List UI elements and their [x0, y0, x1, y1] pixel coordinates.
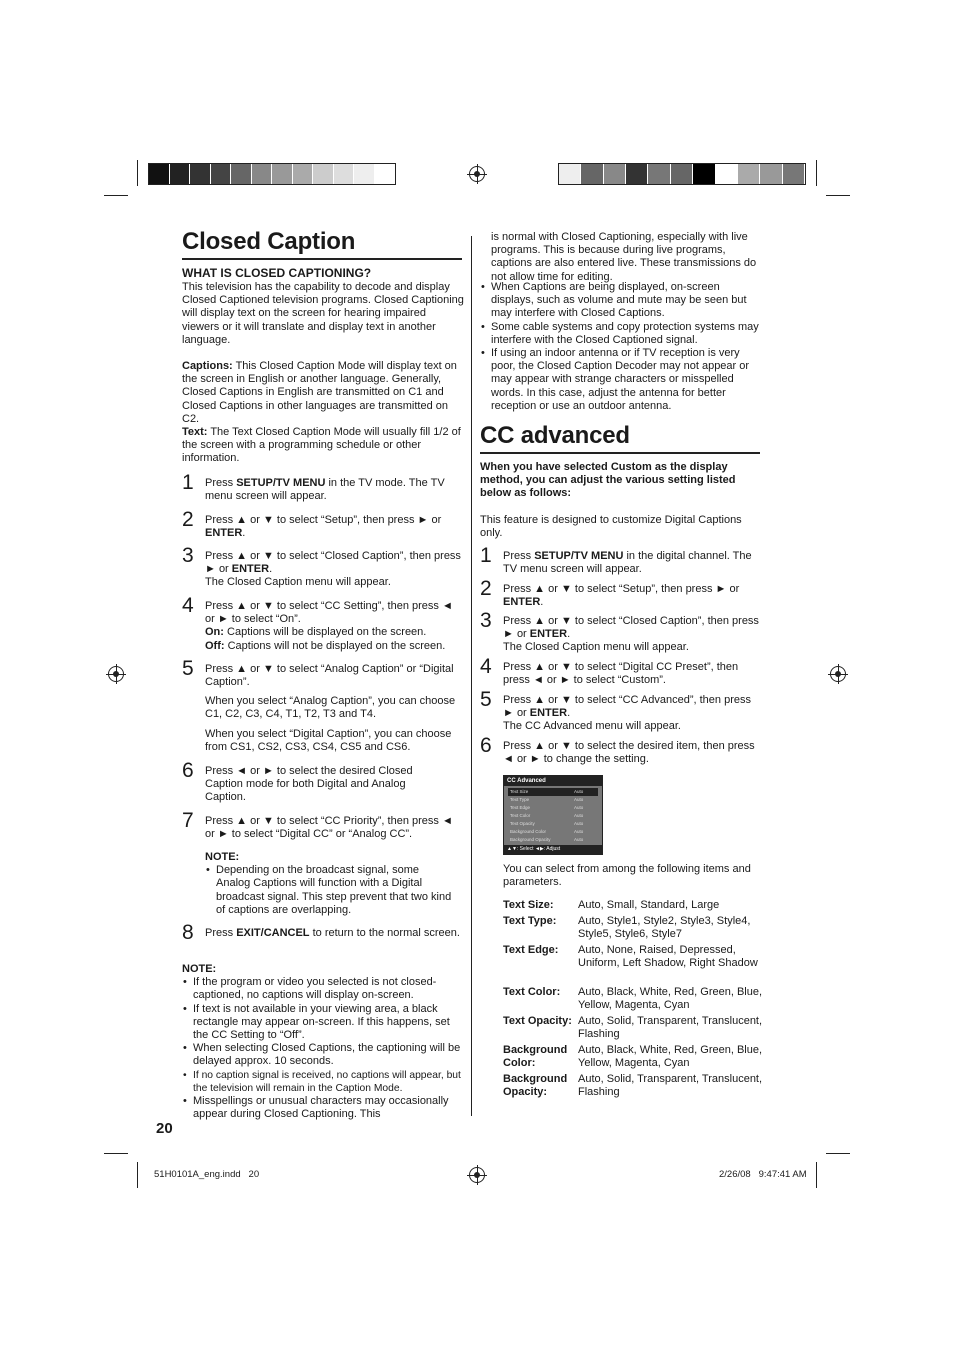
step-text: Press ▲ or ▼ to select “Analog Caption” or “Digital Caption”. [205, 663, 454, 689]
registration-mark-icon [469, 166, 485, 182]
captions-paragraph [182, 360, 464, 466]
menu-row: Text Type Auto [510, 797, 584, 802]
step-number: 4 [480, 655, 492, 678]
crop-mark [816, 1162, 817, 1188]
color-bar-left [148, 163, 396, 185]
menu-footer: ▲▼: Select ◄▶: Adjust [504, 845, 602, 854]
step-text: Press SETUP/TV MENU in the digital channel. The TV menu screen will appear. [503, 550, 752, 576]
color-swatch [716, 164, 738, 184]
color-swatch [252, 164, 273, 184]
color-swatch [760, 164, 782, 184]
crop-mark [104, 1153, 128, 1154]
bullet-item: • Some cable systems and copy protection systems may interfere with the Closed Captioned signal. [480, 321, 762, 347]
step-number: 5 [480, 688, 492, 711]
note-label: NOTE: [182, 963, 217, 975]
registration-mark-icon [469, 1167, 485, 1183]
footer-timestamp: 2/26/08 9:47:41 AM [719, 1169, 807, 1180]
section-heading: WHAT IS CLOSED CAPTIONING? [182, 266, 372, 280]
step-number: 4 [182, 594, 194, 617]
color-swatch [313, 164, 334, 184]
step-text: Press ▲ or ▼ to select “Closed Caption”, then press ► or ENTER. The Closed Caption menu will appear. [205, 550, 461, 589]
text-mode-text: The Text Closed Caption Mode will usually fill 1/2 of the screen with a programming schedule or other information. [182, 426, 461, 465]
notes-block [182, 963, 464, 1121]
note-item: • If text is not available in your viewing area, a black rectangle may appear on-screen. If this happens, set the CC Setting to “Off”. [182, 1003, 464, 1043]
crop-mark [137, 160, 138, 186]
step-text: Press ▲ or ▼ to select “Setup”, then press ► or ENTER. [205, 514, 442, 540]
bullet-item: • If using an indoor antenna or if TV reception is very poor, the Closed Caption Decoder may not appear or may appear with strange characters or misspelled words. In this case, adjust the antenna for better reception or use an outdoor antenna. [480, 347, 762, 413]
title-rule [480, 452, 760, 454]
color-swatch [354, 164, 375, 184]
step-text: Press ▲ or ▼ to select “Closed Caption”, then press ► or ENTER. The Closed Caption menu will appear. [503, 615, 759, 654]
step-note [205, 851, 455, 917]
menu-row: Text Opacity Auto [510, 821, 584, 826]
menu-row: Text Color Auto [510, 813, 584, 818]
crop-mark [137, 1162, 138, 1188]
crop-mark [826, 1153, 850, 1154]
color-swatch [671, 164, 693, 184]
note-item: • If the program or video you selected is not closed-captioned, no captions will display on-screen. [182, 976, 464, 1002]
step-text: Press ▲ or ▼ to select “CC Advanced”, then press ► or ENTER. The CC Advanced menu will appear. [503, 694, 751, 733]
title-rule [182, 258, 462, 260]
intro-paragraph: This television has the capability to decode and display Closed Captioned television programs. Closed Captioning will display text on the screen for hearing impaired viewers or it will translate and display text in another language. [182, 281, 464, 346]
color-swatch [293, 164, 314, 184]
captions-label: Captions: [182, 360, 233, 372]
step-number: 2 [480, 577, 492, 600]
step-text: Press ▲ or ▼ to select “Digital CC Preset”, then press ◄ or ► to select “Custom”. [503, 661, 739, 687]
crop-mark [816, 160, 817, 186]
menu-row: Background Color Auto [510, 829, 584, 834]
step-number: 3 [182, 544, 194, 567]
note-item: • If no caption signal is received, no captions will appear, but the television will remain in the Caption Mode. [182, 1069, 464, 1095]
step-paragraph: When you select “Digital Caption”, you can choose from CS1, CS2, CS3, CS4, CS5 and CS6. [205, 728, 452, 754]
cc-advanced-menu-screenshot [503, 775, 603, 855]
color-swatch [738, 164, 760, 184]
step-text: Press ◄ or ► to select the desired Closed Caption mode for both Digital and Analog Caption. [205, 765, 413, 804]
feature-paragraph: This feature is designed to customize Digital Captions only. [480, 514, 742, 540]
color-swatch [783, 164, 805, 184]
color-swatch [334, 164, 355, 184]
captions-text: This Closed Caption Mode will display text on the screen in English or another language. Generally, Closed Captions in English are transmitted on C1 and Closed Captions in other languages are transmitted on C2. [182, 360, 457, 425]
color-swatch [170, 164, 191, 184]
select-paragraph: You can select from among the following items and parameters. [503, 863, 751, 889]
step-text: Press ▲ or ▼ to select the desired item, then press ◄ or ► to change the setting. [503, 740, 755, 766]
bullet-list [480, 281, 762, 413]
step-number: 1 [182, 471, 194, 494]
registration-mark-icon [108, 666, 124, 682]
column-divider [471, 236, 472, 1116]
color-swatch [211, 164, 232, 184]
registration-mark-icon [830, 666, 846, 682]
color-swatch [559, 164, 581, 184]
menu-title: CC Advanced [504, 776, 602, 786]
color-swatch [149, 164, 170, 184]
color-swatch [648, 164, 670, 184]
color-swatch [190, 164, 211, 184]
note-label: NOTE: [205, 851, 240, 863]
step-number: 6 [480, 734, 492, 757]
crop-mark [826, 195, 850, 196]
crop-mark [104, 195, 128, 196]
step-text: Press ▲ or ▼ to select “Setup”, then press ► or ENTER. [503, 583, 740, 609]
color-swatch [581, 164, 603, 184]
note-item: • Misspellings or unusual characters may occasionally appear during Closed Captioning. This [182, 1095, 464, 1121]
color-swatch [375, 164, 396, 184]
section-title: CC advanced [480, 422, 630, 449]
step-number: 5 [182, 657, 194, 680]
step-paragraph: When you select “Analog Caption”, you can choose C1, C2, C3, C4, T1, T2, T3 and T4. [205, 695, 456, 721]
step-text: Press ▲ or ▼ to select “CC Priority”, then press ◄ or ► to select “Digital CC” or “Analog CC”. [205, 815, 453, 841]
color-swatch [626, 164, 648, 184]
page-title: Closed Caption [182, 228, 356, 255]
color-swatch [604, 164, 626, 184]
step-number: 3 [480, 609, 492, 632]
lead-paragraph: When you have selected Custom as the display method, you can adjust the various setting listed below as follows: [480, 461, 736, 500]
color-swatch [231, 164, 252, 184]
menu-row: Text Size Auto [508, 788, 598, 796]
step-number: 2 [182, 508, 194, 531]
step-number: 8 [182, 921, 194, 944]
text-label: Text: [182, 426, 208, 439]
note-item: • When selecting Closed Captions, the captioning will be delayed approx. 10 seconds. [182, 1042, 464, 1068]
step-number: 6 [182, 759, 194, 782]
color-bar-right [558, 163, 806, 185]
continued-text: is normal with Closed Captioning, especially with live programs. This is because during live programs, captions are also entered live. These transmissions do not allow time for editing. [491, 231, 757, 283]
step-number: 1 [480, 544, 492, 567]
color-swatch [693, 164, 715, 184]
step-text: Press EXIT/CANCEL to return to the normal screen. [205, 927, 460, 939]
bullet-item: • When Captions are being displayed, on-screen displays, such as volume and mute may be seen but may interfere with Closed Captions. [480, 281, 762, 321]
step-text: Press SETUP/TV MENU in the TV mode. The TV menu screen will appear. [205, 477, 445, 503]
note-item: • Depending on the broadcast signal, some Analog Captions will function with a Digital broadcast signal. This step prevent that two kind of captions are overlapping. [205, 864, 455, 917]
footer-filename: 51H0101A_eng.indd 20 [154, 1169, 260, 1180]
page-number: 20 [156, 1120, 173, 1137]
step-number: 7 [182, 809, 194, 832]
color-swatch [272, 164, 293, 184]
menu-row: Background Opacity Auto [510, 837, 584, 842]
menu-row: Text Edge Auto [510, 805, 584, 810]
step-text: Press ▲ or ▼ to select “CC Setting”, then press ◄ or ► to select “On”. On: Captions will be displayed on the screen. Off: Captions will not be displayed on the screen. [205, 600, 453, 652]
